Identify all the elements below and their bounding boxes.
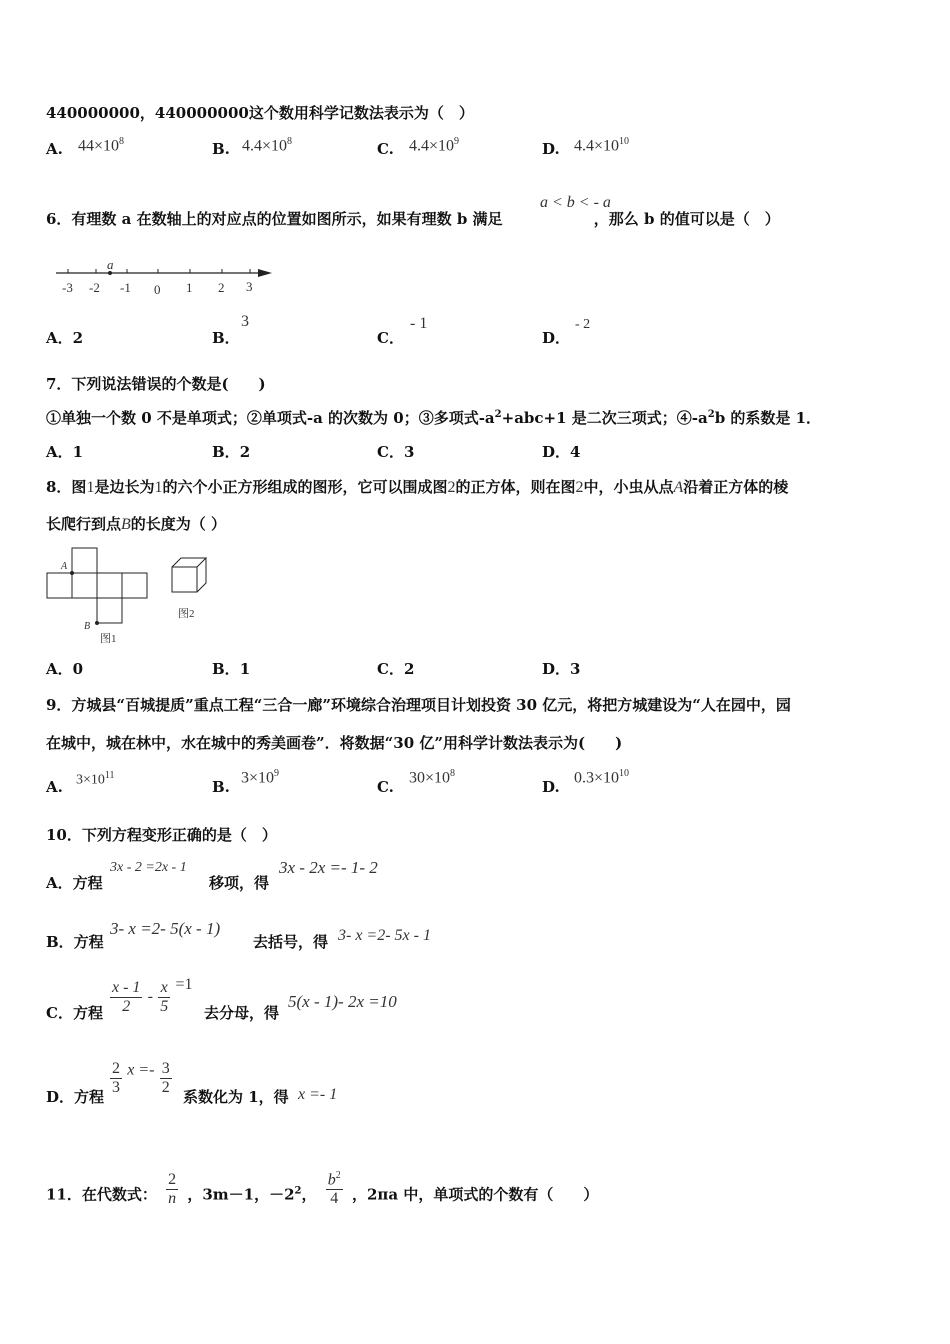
q7-statements: ①单独一个数 0 不是单项式；②单项式-a 的次数为 0；③多项式$-a^2+abc+1$ 是二次三项式；$④-a^2b$ 的系数是 1． [46, 409, 822, 427]
q9-stem-line2: 在城中，城在林中，水在城中的秀美画卷”．将数据“30 亿”用科学计数法表示为( ) [46, 734, 623, 752]
tick-label: 2 [218, 280, 225, 295]
q6-option-c: C． - 1 [377, 315, 428, 347]
q5-stem: 440000000，440000000这个数用科学记数法表示为（ ） [46, 104, 474, 122]
q8-option-d: D．3 [542, 660, 581, 678]
net-point-a: A [61, 561, 68, 572]
q5-option-a: A. $44\times 10^8$ [46, 136, 125, 158]
q8-stem-line1: 8．图1是边长为1的六个小正方形组成的图形，它可以围成图2的正方体，则在图2中，小虫从点A沿着正方体的棱 [46, 478, 789, 496]
q7-option-c: C．3 [377, 443, 415, 461]
q8-option-a: A．0 [46, 660, 84, 678]
tick-label: 3 [246, 279, 253, 294]
q6-option-a: A．2 [46, 329, 84, 347]
tick-label: -1 [120, 280, 131, 295]
q6-option-d: D． - 2 [542, 317, 591, 347]
q6-condition: a < b < - a [540, 194, 611, 211]
q6-stem: 6．有理数 a 在数轴上的对应点的位置如图所示，如果有理数 b 满足 a < b < - a ，那么 b 的值可以是（ ） [46, 194, 780, 228]
q7-option-d: D．4 [542, 443, 581, 461]
q5-option-b: B. $4.4\times 10^8$ [212, 136, 293, 158]
figure1-label: 图1 [100, 633, 117, 645]
q10-option-b: B．方程 3- x =2- 5(x - 1) 去括号，得 3- x =2- 5x - 1 [46, 919, 431, 951]
q9-option-b: B. $3\times 10^9$ [212, 768, 280, 796]
q5-option-d: D. $4.4\times 10^{10}$ [542, 136, 630, 158]
q8-option-b: B．1 [212, 660, 251, 678]
q8-stem-line2: 长爬行到点B的长度为（ ） [46, 515, 227, 533]
q7-option-b: B．2 [212, 443, 251, 461]
q9-option-a: A. $3\times 10^{11}$ [46, 770, 115, 796]
q6-option-b: B． 3 [212, 313, 249, 347]
q10-option-c: C．方程 $\frac{x - 1}{2}$ - $\frac{x}{5}$ =1 去分母，得 5(x - 1)- 2x =10 [46, 976, 397, 1022]
q9-option-c: C. $30\times 10^8$ [377, 768, 456, 796]
tick-label: 1 [186, 280, 193, 295]
number-line [52, 256, 282, 300]
cube-net-figures [44, 544, 224, 648]
q11-stem: 11．在代数式： $\frac{2}{n}$ ，3m－1，$-2^2$， $\frac{b^2}{4}$ ，2πa 中，单项式的个数有（ ） [46, 1170, 599, 1208]
figure2-label: 图2 [178, 608, 195, 620]
q7-stem: 7．下列说法错误的个数是( ) [46, 375, 266, 393]
q7-option-a: A．1 [46, 443, 84, 461]
tick-label: 0 [154, 282, 161, 297]
q9-option-d: D. $0.3\times 10^{10}$ [542, 768, 630, 796]
q8-option-c: C．2 [377, 660, 415, 678]
axis-point-a: a [107, 257, 114, 272]
tick-label: -3 [62, 280, 73, 295]
q10-option-a: A．方程 3x - 2 =2x - 1 移项，得 3x - 2x =- 1- 2 [46, 858, 378, 892]
q5-option-c: C. $4.4\times 10^9$ [377, 136, 460, 158]
q10-option-d: D．方程 $\frac{2}{3}$ x =- $\frac{3}{2}$ 系数化为 1，得 x =- 1 [46, 1060, 338, 1106]
tick-label: -2 [89, 280, 100, 295]
net-point-b: B [84, 621, 91, 632]
q10-stem: 10．下列方程变形正确的是（ ） [46, 826, 277, 844]
q9-stem-line1: 9．方城县“百城提质”重点工程“三合一廊”环境综合治理项目计划投资 30 亿元，将把方城建设为“人在园中，园 [46, 696, 791, 714]
